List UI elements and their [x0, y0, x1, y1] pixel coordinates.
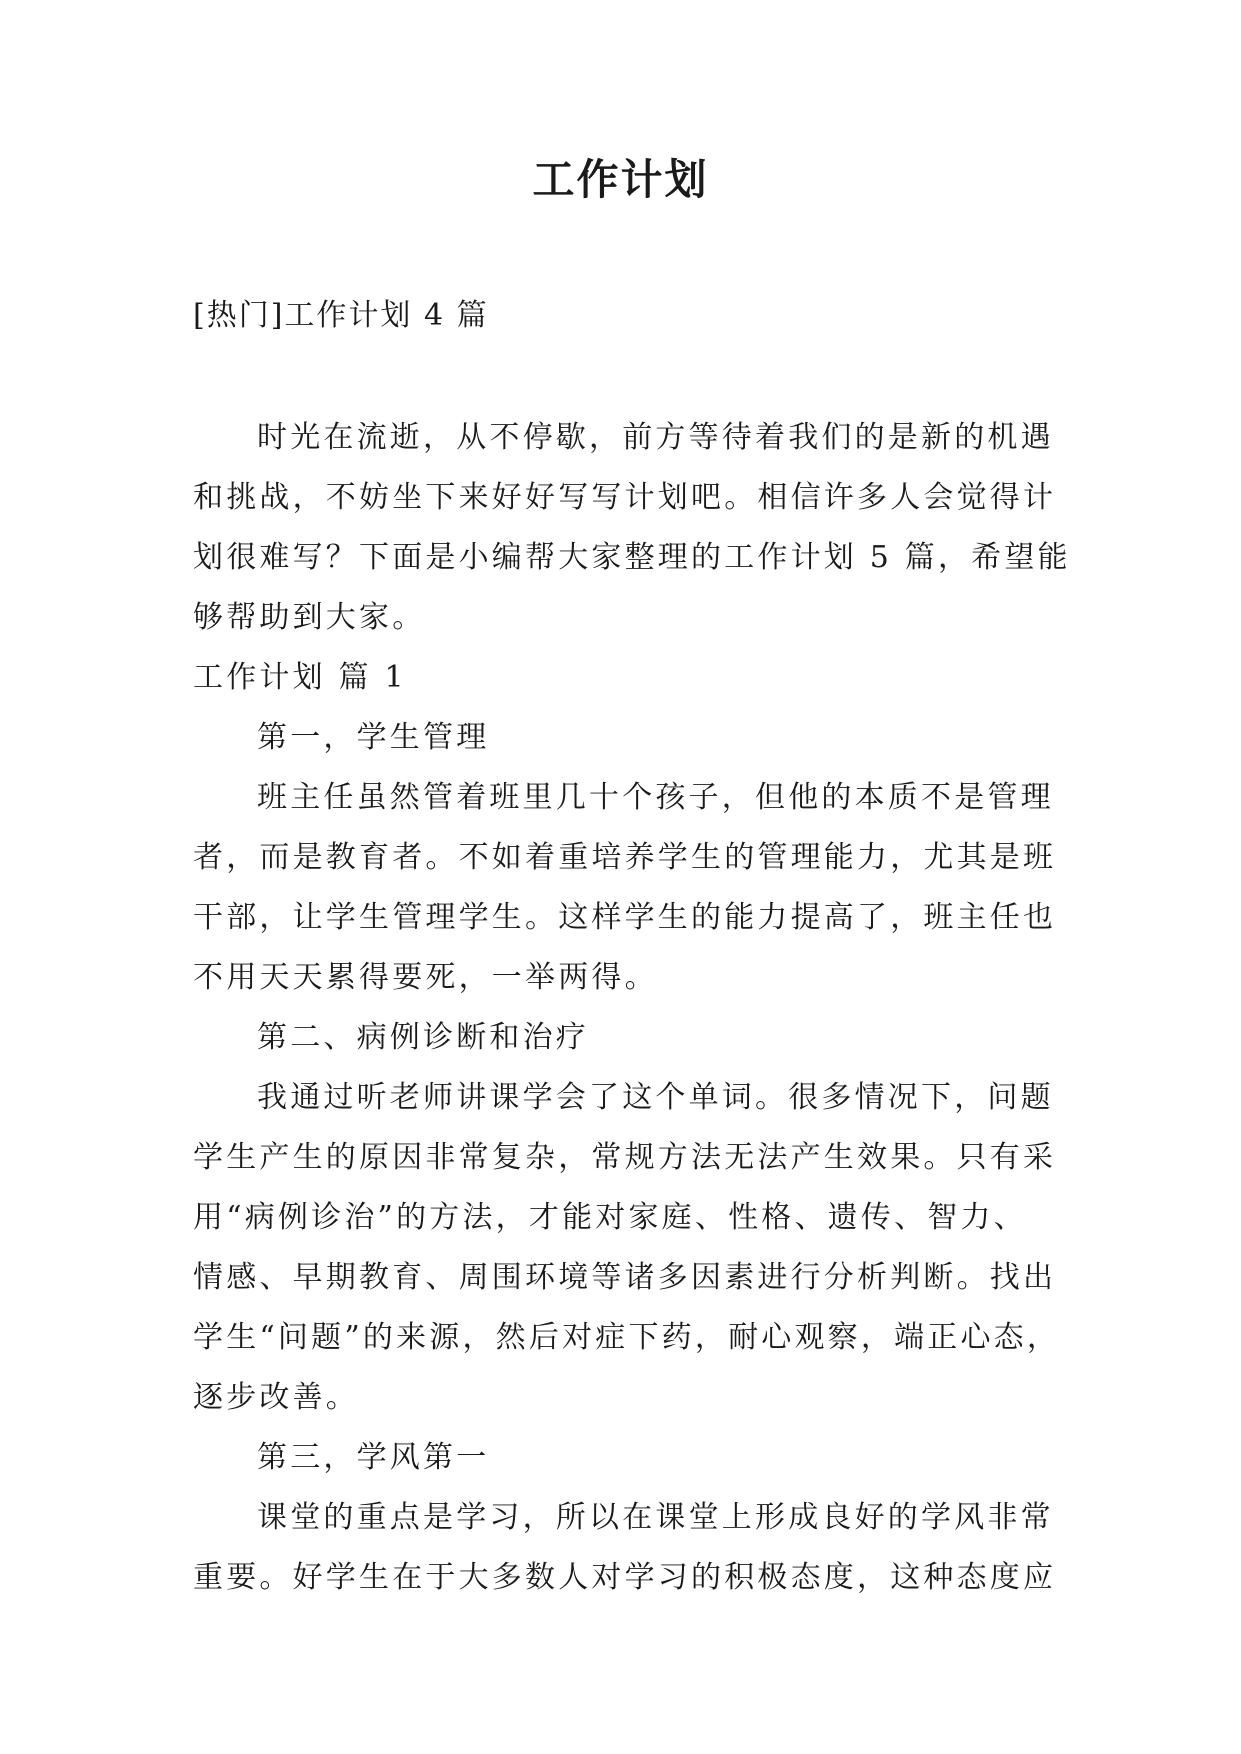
intro-line: 时光在流逝，从不停歇，前方等待着我们的是新的机遇 [257, 420, 1054, 455]
intro-line: 够帮助到大家。 [193, 600, 426, 635]
subsection-heading: 第三，学风第一 [257, 1440, 490, 1475]
paragraph-line: 我通过听老师讲课学会了这个单词。很多情况下，问题 [257, 1080, 1054, 1115]
paragraph-line: 情感、早期教育、周围环境等诸多因素进行分析判断。找出 [193, 1260, 1057, 1295]
paragraph-line: 不用天天累得要死，一举两得。 [193, 960, 658, 995]
paragraph-line: 学生产生的原因非常复杂，常规方法无法产生效果。只有采 [193, 1140, 1057, 1175]
subsection-heading: 第二、病例诊断和治疗 [257, 1020, 589, 1055]
paragraph-line: 干部，让学生管理学生。这样学生的能力提高了，班主任也 [193, 900, 1057, 935]
section-heading: 工作计划 篇 1 [193, 660, 407, 695]
paragraph-line: 学生“问题”的来源，然后对症下药，耐心观察，端正心态， [193, 1320, 1061, 1355]
paragraph-line: 课堂的重点是学习，所以在课堂上形成良好的学风非常 [257, 1500, 1054, 1535]
paragraph-line: 重要。好学生在于大多数人对学习的积极态度，这种态度应 [193, 1560, 1057, 1595]
subsection-heading: 第一，学生管理 [257, 720, 490, 755]
paragraph-line: 者，而是教育者。不如着重培养学生的管理能力，尤其是班 [193, 840, 1057, 875]
paragraph-line: 逐步改善。 [193, 1380, 359, 1415]
document-body [193, 408, 1071, 1608]
document-title: 工作计划 [532, 155, 709, 204]
intro-line: 划很难写？下面是小编帮大家整理的工作计划 5 篇，希望能 [193, 540, 1071, 575]
document-subtitle: [热门]工作计划 4 篇 [193, 298, 489, 333]
paragraph-line: 班主任虽然管着班里几十个孩子，但他的本质不是管理 [257, 780, 1054, 815]
intro-line: 和挑战，不妨坐下来好好写写计划吧。相信许多人会觉得计 [193, 480, 1057, 515]
paragraph-line: 用“病例诊治”的方法，才能对家庭、性格、遗传、智力、 [193, 1200, 1027, 1235]
